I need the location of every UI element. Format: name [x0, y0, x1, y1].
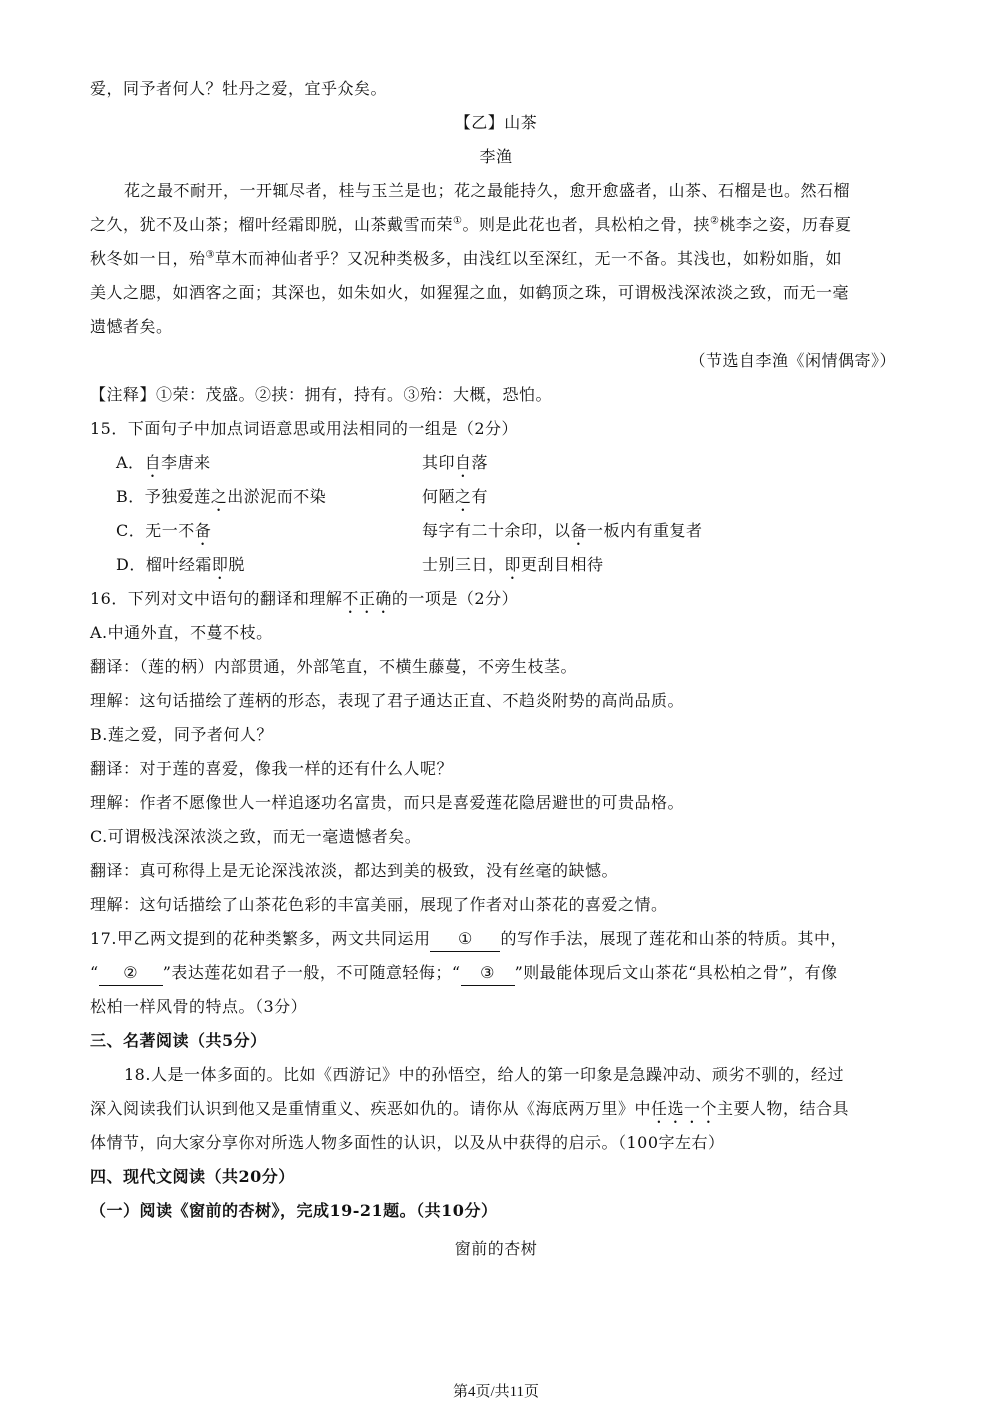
q16-understanding-b: 理解：作者不愿像世人一样追逐功名富贵，而只是喜爱莲花隐居避世的可贵品格。	[90, 793, 685, 812]
notes-line: 【注释】①荣：茂盛。②挟：拥有，持有。③殆：大概，恐怕。	[90, 385, 553, 404]
text-line: 秋冬如一日，殆③草木而神仙者乎？又况种类极多，由浅红以至深红，无一不备。其浅也，如粉如脂，如	[90, 249, 842, 268]
text-line: 花之最不耐开，一开辄尽者，桂与玉兰是也；花之最能持久，愈开愈盛者，山茶、石榴是也。然石榴	[124, 181, 851, 200]
question-18-line1: 18.人是一体多面的。比如《西游记》中的孙悟空，给人的第一印象是急躁冲动、顽劣不驯的，经过	[124, 1065, 844, 1084]
answer-blank-1[interactable]: ①	[430, 927, 500, 952]
q16-option-a: A.中通外直，不蔓不枝。	[90, 623, 273, 642]
section-3-title: 三、名著阅读（共5分）	[90, 1031, 267, 1050]
section-title-yi: 【乙】山茶	[454, 113, 538, 132]
footnote-mark: ③	[205, 249, 215, 261]
text-line: 爱，同予者何人？牡丹之爱，宜乎众矣。	[90, 79, 388, 98]
footnote-mark: ①	[453, 215, 463, 227]
text-line: 美人之腮，如酒客之面；其深也，如朱如火，如猩猩之血，如鹤顶之珠，可谓极浅深浓淡之致，而无一毫	[90, 283, 850, 302]
q16-translation-c: 翻译：真可称得上是无论深浅浓淡，都达到美的极致，没有丝毫的缺憾。	[90, 861, 619, 880]
question-17-line3: 松柏一样风骨的特点。（3分）	[90, 997, 308, 1016]
section-4-title: 四、现代文阅读（共20分）	[90, 1167, 295, 1186]
q16-option-c: C.可谓极浅深浓淡之致，而无一毫遗憾者矣。	[90, 827, 422, 846]
text-line: 遗憾者矣。	[90, 317, 173, 336]
q16-option-b: B.莲之爱，同予者何人？	[90, 725, 273, 744]
question-18-line2: 深入阅读我们认识到他又是重情重义、疾恶如仇的。请你从《海底两万里》中任选一个主要人物，结合具	[90, 1099, 850, 1118]
q16-understanding-c: 理解：这句话描绘了山茶花色彩的丰富美丽，展现了作者对山茶花的喜爱之情。	[90, 895, 668, 914]
essay-title: 窗前的杏树	[454, 1239, 538, 1258]
document-page	[90, 72, 902, 1266]
q16-understanding-a: 理解：这句话描绘了莲柄的形态，表现了君子通达正直、不趋炎附势的高尚品质。	[90, 691, 685, 710]
q15-option-b: B．予独爱莲之出淤泥而不染 何陋之有	[116, 487, 489, 506]
text-line: 之久，犹不及山茶；榴叶经霜即脱，山茶戴雪而荣①。则是此花也者，具松柏之骨，挟②桃李之姿，历春夏	[90, 215, 852, 234]
answer-blank-2[interactable]: ②	[99, 961, 163, 986]
source-note: （节选自李渔《闲情偶寄》）	[689, 351, 896, 370]
question-16-stem: 16．下列对文中语句的翻译和理解不正确的一项是（2分）	[90, 589, 519, 608]
page-footer: 第4页/共11页	[452, 1384, 540, 1400]
q16-translation-a: 翻译：（莲的柄）内部贯通，外部笔直，不横生藤蔓，不旁生枝茎。	[90, 657, 578, 676]
author-line: 李渔	[479, 147, 513, 166]
question-18-line3: 体情节，向大家分享你对所选人物多面性的认识，以及从中获得的启示。（100字左右）	[90, 1133, 725, 1152]
question-17-line2: “ ② ”表达莲花如君子一般，不可随意轻侮；“ ③ ”则最能体现后文山茶花“具松柏之骨”，有像	[90, 956, 902, 990]
question-17-line1: 17.甲乙两文提到的花种类繁多，两文共同运用 ① 的写作手法，展现了莲花和山茶的特质。其中，	[90, 922, 902, 956]
q15-option-c: C．无一不备 每字有二十余印，以备一板内有重复者	[116, 521, 703, 540]
q16-translation-b: 翻译：对于莲的喜爱，像我一样的还有什么人呢？	[90, 759, 454, 778]
question-15-stem: 15．下面句子中加点词语意思或用法相同的一组是（2分）	[90, 419, 519, 438]
footnote-mark: ②	[710, 215, 720, 227]
answer-blank-3[interactable]: ③	[461, 961, 515, 986]
q15-option-a: A．自李唐来 其印自落	[116, 453, 489, 472]
section-4-subtitle: （一）阅读《窗前的杏树》，完成19-21题。（共10分）	[90, 1201, 498, 1220]
q15-option-d: D．榴叶经霜即脱 士别三日，即更刮目相待	[116, 555, 604, 574]
